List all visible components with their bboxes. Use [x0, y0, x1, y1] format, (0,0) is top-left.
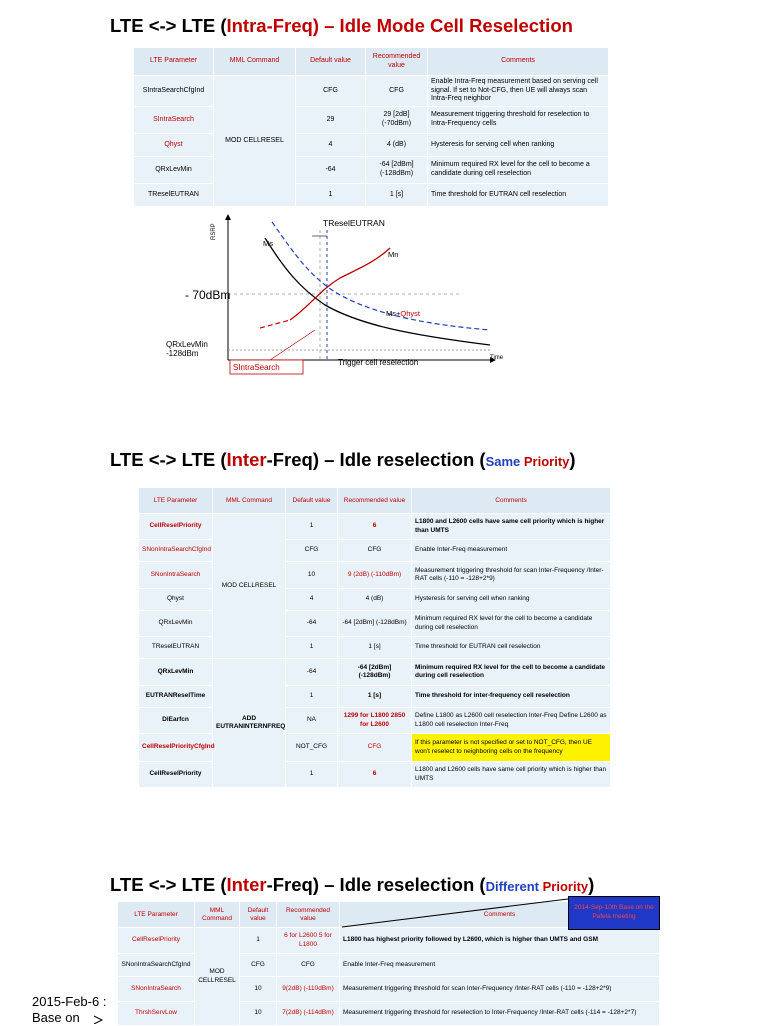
mml-command-cell: MOD CELLRESEL	[214, 76, 296, 207]
table-row: QRxLevMin -64 -64 [2dBm] (-128dBm) Minimum required RX level for the cell to become a candidate during cell reselection	[134, 157, 609, 184]
ms-curve	[265, 238, 490, 345]
header-default-value: Default value	[296, 48, 366, 76]
sintrasearch-label: SIntraSearch	[233, 363, 280, 372]
header-recommended-value: Recommended value	[277, 902, 340, 928]
mml-command-cell: MOD CELLRESEL	[213, 514, 286, 659]
date-note-badge: 2014-Sep-10th Base on the Pafela meeting	[568, 896, 660, 930]
table-row: DlEarfcn NA 1299 for L1800 2850 for L2600 Define L1800 as L2600 cell reselection Inter-Freq Define L2600 as L1800 cell reselection Inter-Freq	[139, 708, 611, 734]
table-row: SIntraSearch 29 29 [2dB] (-70dBm) Measurement triggering threshold for reselection to Intra-Frequency cells	[134, 107, 609, 134]
table-row: SNonIntraSearchCfgInd CFG CFG Enable Inter-Freq measurement	[139, 540, 611, 562]
treselection-label: TReselEUTRAN	[323, 218, 385, 228]
header-strike-line	[340, 895, 570, 930]
qrxlevmin-value: -128dBm	[166, 349, 199, 358]
table-row: SNonIntraSearch 10 9 (2dB) (-110dBm) Measurement triggering threshold for scan Inter-Frequency /Inter-RAT cells (-110 = -128+2*9)	[139, 562, 611, 589]
table-row: ThrshServLow 10 7(2dB) (-114dBm) Measurement triggering threshold for reselection to Inter-Frequency /Inter-RAT cells (-114 = -128+2*7)	[118, 1002, 660, 1026]
table-row: QRxLevMin -64 -64 [2dBm] (-128dBm) Minimum required RX level for the cell to become a candidate during cell reselection	[139, 611, 611, 637]
table-row: SIntraSearchCfgInd MOD CELLRESEL CFG CFG Enable Intra-Freq measurement based on serving cell signal. If set to Not-CFG, then UE will always scan Intra-Freq neighbor	[134, 76, 609, 107]
table-row: CellReselPriorityCfgInd NOT_CFG CFG If this parameter is not specified or set to NOT_CFG, then UE won't reselect to neighboring cells on the frequency	[139, 734, 611, 762]
mml-command-cell: MOD CELLRESEL	[195, 928, 240, 1026]
arrow-icon	[92, 1014, 106, 1024]
header-mml-command: MML Command	[214, 48, 296, 76]
mml-command-cell-2: ADD EUTRANINTERNFREQ	[213, 659, 286, 788]
section1-title: LTE <-> LTE (Intra-Freq) – Idle Mode Cell Reselection	[110, 15, 573, 36]
header-lte-parameter: LTE Parameter	[118, 902, 195, 928]
inter-freq-same-priority-table	[138, 487, 611, 788]
y-axis-label: RSRP	[211, 223, 217, 240]
header-comments: Comments	[412, 488, 611, 514]
section3-title: LTE <-> LTE (Inter-Freq) – Idle reselection (Different Priority)	[110, 874, 595, 895]
mn-label: Mn	[388, 250, 399, 259]
table-row: QRxLevMin ADD EUTRANINTERNFREQ -64 -64 [2dBm] (-128dBm) Minimum required RX level for the cell to become a candidate during cell reselection	[139, 659, 611, 686]
table-row: EUTRANReselTime 1 1 [s] Time threshold for inter-frequency cell reselection	[139, 686, 611, 708]
x-axis-label: Time	[490, 355, 504, 361]
header-mml-command: MML Command	[195, 902, 240, 928]
ms-label: Ms	[263, 239, 273, 248]
trigger-label: Trigger cell reselection	[338, 358, 419, 367]
section2-title: LTE <-> LTE (Inter-Freq) – Idle reselection (Same Priority)	[110, 449, 576, 470]
table-row: Qhyst 4 4 (dB) Hysteresis for serving cell when ranking	[139, 589, 611, 611]
table-row: TReselEUTRAN 1 1 [s] Time threshold for EUTRAN cell reselection	[134, 184, 609, 207]
header-lte-parameter: LTE Parameter	[139, 488, 213, 514]
header-mml-command: MML Command	[213, 488, 286, 514]
table-row: Qhyst 4 4 (dB) Hysteresis for serving cell when ranking	[134, 134, 609, 157]
qrxlevmin-label: QRxLevMin	[166, 340, 208, 349]
header-default-value: Default value	[240, 902, 277, 928]
reselection-diagram	[160, 210, 520, 385]
intra-freq-parameter-table	[133, 47, 609, 207]
header-comments: Comments	[340, 902, 660, 928]
header-default-value: Default value	[286, 488, 338, 514]
table-row: CellReselPriority MOD CELLRESEL 1 6 L1800 and L2600 cells have same cell priority which is higher than UMTS	[139, 514, 611, 540]
highlighted-comment: If this parameter is not specified or set to NOT_CFG, then UE won't reselect to neighboring cells on the frequency	[412, 734, 611, 762]
table-row: CellReselPriority MOD CELLRESEL 1 6 for L2600 5 for L1800 L1800 has highest priority followed by L2600, which is higher than UMTS and GSM	[118, 928, 660, 954]
header-lte-parameter: LTE Parameter	[134, 48, 214, 76]
table-row: CellReselPriority 1 6 L1800 and L2600 cells have same cell priority which is higher than UMTS	[139, 762, 611, 788]
ms-qhyst-curve	[272, 222, 490, 330]
side-note: 2015-Feb-6 : Base on	[32, 994, 107, 1025]
table-row: SNonIntraSearchCfgInd CFG CFG Enable Inter-Freq measurement	[118, 954, 660, 977]
header-recommended-value: Recommended value	[338, 488, 412, 514]
table-row: SNonIntraSearch 10 9(2dB) (-110dBm) Measurement triggering threshold for scan Inter-Frequency /Inter-RAT cells (-110 = -128+2*9)	[118, 977, 660, 1002]
ms-qhyst-label: Ms+Qhyst	[386, 309, 420, 318]
header-comments: Comments	[428, 48, 609, 76]
header-recommended-value: Recommended value	[366, 48, 428, 76]
table-row: TReselEUTRAN 1 1 [s] Time threshold for EUTRAN cell reselection	[139, 637, 611, 659]
level-70dbm-label: - 70dBm	[185, 288, 231, 302]
